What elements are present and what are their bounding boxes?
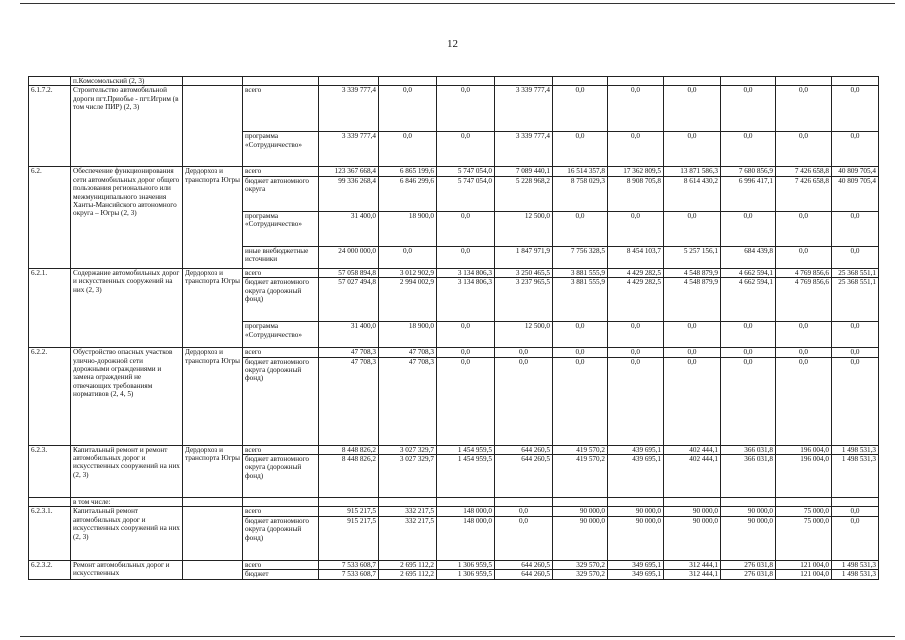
amount-cell [379,498,437,507]
amount-cell: 0,0 [721,357,776,445]
amount-cell: 0,0 [608,348,664,357]
table-row [29,86,879,132]
amount-cell [608,498,664,507]
amount-cell: 4 548 879,9 [664,268,721,277]
amount-cell: 3 134 806,3 [437,268,495,277]
amount-cell: 439 695,1 [608,455,664,498]
amount-cell: 332 217,5 [379,507,437,516]
amount-cell: 148 000,0 [437,516,495,560]
amount-cell: 1 498 531,3 [832,445,879,454]
amount-cell: 1 306 959,5 [437,570,495,579]
amount-cell: 0,0 [664,211,721,246]
row-executor [183,77,243,86]
row-funding-source: всего [243,348,319,357]
amount-cell: 13 871 586,3 [664,167,721,176]
table-row [29,167,879,176]
amount-cell: 5 747 054,0 [437,176,495,211]
amount-cell: 0,0 [832,246,879,268]
amount-cell: 644 260,5 [495,455,553,498]
amount-cell: 0,0 [664,357,721,445]
amount-cell [437,77,495,86]
amount-cell: 3 339 777,4 [319,132,379,167]
amount-cell: 47 708,3 [379,357,437,445]
amount-cell: 0,0 [437,86,495,132]
amount-cell: 0,0 [721,322,776,348]
amount-cell: 0,0 [664,86,721,132]
amount-cell [832,77,879,86]
amount-cell: 4 769 856,6 [776,268,832,277]
amount-cell: 25 368 551,1 [832,278,879,322]
amount-cell: 0,0 [379,246,437,268]
row-name: Содержание автомобильных дорог и искусственных сооружений на них (2, 3) [71,268,183,347]
amount-cell [495,498,553,507]
amount-cell: 3 881 555,9 [553,268,608,277]
amount-cell: 18 900,0 [379,211,437,246]
amount-cell: 90 000,0 [553,507,608,516]
amount-cell: 644 260,5 [495,560,553,569]
top-edge-line [20,3,895,4]
amount-cell: 0,0 [776,246,832,268]
row-funding-source [243,498,319,507]
amount-cell: 0,0 [776,348,832,357]
amount-cell: 8 448 826,2 [319,455,379,498]
amount-cell: 3 012 902,9 [379,268,437,277]
amount-cell: 4 429 282,5 [608,268,664,277]
amount-cell: 276 031,8 [721,570,776,579]
amount-cell: 5 257 156,1 [664,246,721,268]
amount-cell: 90 000,0 [608,516,664,560]
amount-cell: 6 846 299,6 [379,176,437,211]
amount-cell: 0,0 [776,322,832,348]
row-funding-source: всего [243,268,319,277]
amount-cell: 0,0 [553,132,608,167]
amount-cell: 3 027 329,7 [379,455,437,498]
amount-cell: 644 260,5 [495,570,553,579]
row-code: 6.2.3.1. [29,507,71,560]
amount-cell: 0,0 [664,348,721,357]
amount-cell: 4 429 282,5 [608,278,664,322]
amount-cell: 1 306 959,5 [437,560,495,569]
amount-cell: 148 000,0 [437,507,495,516]
amount-cell [319,77,379,86]
amount-cell: 123 367 668,4 [319,167,379,176]
amount-cell: 0,0 [437,357,495,445]
amount-cell: 329 570,2 [553,570,608,579]
amount-cell: 40 809 705,4 [832,176,879,211]
row-code: 6.2.3. [29,445,71,497]
row-funding-source: всего [243,445,319,454]
row-name: Капитальный ремонт автомобильных дорог и искусственных сооружений на них (2, 3) [71,507,183,560]
amount-cell: 196 004,0 [776,455,832,498]
row-name: Обеспечение функционирования сети автомобильных дорог общего пользования регионального или межмуниципального значения Ханты-Мансийского автономного округа – Югры (2, 3) [71,167,183,268]
amount-cell: 7 533 608,7 [319,570,379,579]
amount-cell [721,498,776,507]
table-row [29,268,879,277]
amount-cell: 90 000,0 [664,507,721,516]
row-executor [183,560,243,579]
amount-cell: 0,0 [832,211,879,246]
amount-cell: 3 339 777,4 [319,86,379,132]
amount-cell [664,498,721,507]
row-funding-source: программа «Сотрудничество» [243,211,319,246]
row-name: Обустройство опасных участков улично-дорожной сети дорожными ограждениями и замена ограждений не отвечающих требованиям нормативов (2, 4, 5) [71,348,183,445]
amount-cell: 1 454 959,5 [437,445,495,454]
row-code: 6.2.2. [29,348,71,445]
amount-cell [721,77,776,86]
amount-cell: 8 454 103,7 [608,246,664,268]
amount-cell: 57 027 494,8 [319,278,379,322]
amount-cell: 0,0 [495,348,553,357]
amount-cell: 0,0 [832,322,879,348]
amount-cell: 6 996 417,1 [721,176,776,211]
amount-cell: 0,0 [495,516,553,560]
row-executor: Дердорхоз и транспорта Югры [183,268,243,347]
amount-cell: 3 027 329,7 [379,445,437,454]
amount-cell: 0,0 [721,348,776,357]
amount-cell: 121 004,0 [776,570,832,579]
amount-cell: 3 237 965,5 [495,278,553,322]
row-funding-source: бюджет автономного округа (дорожный фонд) [243,278,319,322]
amount-cell: 47 708,3 [319,348,379,357]
amount-cell [495,77,553,86]
amount-cell: 312 444,1 [664,570,721,579]
amount-cell [776,77,832,86]
row-funding-source: бюджет автономного округа [243,176,319,211]
amount-cell: 419 570,2 [553,455,608,498]
amount-cell: 0,0 [832,507,879,516]
row-funding-source: бюджет автономного округа (дорожный фонд) [243,357,319,445]
amount-cell: 0,0 [832,516,879,560]
amount-cell: 402 444,1 [664,455,721,498]
amount-cell: 3 881 555,9 [553,278,608,322]
amount-cell: 684 439,8 [721,246,776,268]
row-executor [183,498,243,507]
amount-cell: 915 217,5 [319,507,379,516]
amount-cell: 2 994 002,9 [379,278,437,322]
amount-cell: 0,0 [437,246,495,268]
row-code: 6.2.1. [29,268,71,347]
amount-cell: 276 031,8 [721,560,776,569]
amount-cell: 7 533 608,7 [319,560,379,569]
amount-cell: 0,0 [553,357,608,445]
amount-cell: 31 400,0 [319,211,379,246]
amount-cell: 0,0 [495,357,553,445]
amount-cell: 25 368 551,1 [832,268,879,277]
amount-cell: 3 134 806,3 [437,278,495,322]
page-number: 12 [447,38,458,50]
table-row [29,507,879,516]
amount-cell: 7 426 658,8 [776,176,832,211]
row-funding-source [243,77,319,86]
amount-cell: 0,0 [553,348,608,357]
row-funding-source: бюджет [243,570,319,579]
amount-cell: 47 708,3 [319,357,379,445]
amount-cell: 3 250 465,5 [495,268,553,277]
row-code [29,77,71,86]
row-name: Строительство автомобильной дороги пгт.Приобье - пгт.Игрим (в том числе ПИР) (2, 3) [71,86,183,167]
amount-cell: 17 362 809,5 [608,167,664,176]
row-funding-source: всего [243,167,319,176]
row-funding-source: всего [243,507,319,516]
amount-cell: 90 000,0 [664,516,721,560]
amount-cell: 0,0 [721,86,776,132]
amount-cell: 12 500,0 [495,322,553,348]
amount-cell: 90 000,0 [721,516,776,560]
amount-cell: 18 900,0 [379,322,437,348]
amount-cell: 47 708,3 [379,348,437,357]
amount-cell: 0,0 [721,211,776,246]
amount-cell: 0,0 [437,348,495,357]
amount-cell: 0,0 [832,357,879,445]
row-code [29,498,71,507]
amount-cell: 0,0 [776,357,832,445]
amount-cell: 2 695 112,2 [379,560,437,569]
amount-cell: 419 570,2 [553,445,608,454]
amount-cell: 366 031,8 [721,455,776,498]
bottom-edge-line [20,636,895,637]
row-name: Капитальный ремонт и ремонт автомобильных дорог и искусственных сооружений на них (2, 3) [71,445,183,497]
amount-cell: 439 695,1 [608,445,664,454]
amount-cell: 0,0 [776,86,832,132]
amount-cell [553,77,608,86]
amount-cell: 366 031,8 [721,445,776,454]
row-executor: Дердорхоз и транспорта Югры [183,348,243,445]
amount-cell: 2 695 112,2 [379,570,437,579]
amount-cell: 8 908 705,8 [608,176,664,211]
amount-cell: 3 339 777,4 [495,132,553,167]
table-row [29,498,879,507]
row-funding-source: всего [243,86,319,132]
amount-cell: 75 000,0 [776,516,832,560]
amount-cell: 7 680 856,9 [721,167,776,176]
amount-cell: 1 498 531,3 [832,455,879,498]
amount-cell: 12 500,0 [495,211,553,246]
amount-cell: 349 695,1 [608,560,664,569]
table-row [29,348,879,357]
amount-cell [379,77,437,86]
amount-cell: 0,0 [553,211,608,246]
amount-cell: 0,0 [832,86,879,132]
row-funding-source: всего [243,560,319,569]
amount-cell: 332 217,5 [379,516,437,560]
amount-cell: 0,0 [608,211,664,246]
table-row [29,77,879,86]
amount-cell: 1 454 959,5 [437,455,495,498]
amount-cell [832,498,879,507]
amount-cell [664,77,721,86]
amount-cell: 0,0 [437,322,495,348]
amount-cell: 1 498 531,3 [832,570,879,579]
amount-cell: 7 426 658,8 [776,167,832,176]
amount-cell: 8 758 029,3 [553,176,608,211]
amount-cell: 0,0 [776,211,832,246]
row-code: 6.1.7.2. [29,86,71,167]
amount-cell: 1 847 971,9 [495,246,553,268]
amount-cell: 90 000,0 [721,507,776,516]
amount-cell: 196 004,0 [776,445,832,454]
amount-cell: 3 339 777,4 [495,86,553,132]
amount-cell: 0,0 [832,132,879,167]
row-funding-source: программа «Сотрудничество» [243,132,319,167]
amount-cell: 644 260,5 [495,445,553,454]
row-funding-source: иные внебюджетные источники [243,246,319,268]
amount-cell [319,498,379,507]
amount-cell: 6 865 199,6 [379,167,437,176]
amount-cell [608,77,664,86]
amount-cell: 121 004,0 [776,560,832,569]
amount-cell: 24 000 000,0 [319,246,379,268]
amount-cell: 0,0 [608,132,664,167]
amount-cell: 16 514 357,8 [553,167,608,176]
row-executor: Дердорхоз и транспорта Югры [183,445,243,497]
amount-cell [437,498,495,507]
row-funding-source: бюджет автономного округа (дорожный фонд) [243,455,319,498]
amount-cell: 0,0 [664,322,721,348]
amount-cell: 349 695,1 [608,570,664,579]
amount-cell: 0,0 [437,132,495,167]
row-executor [183,86,243,167]
amount-cell: 0,0 [495,507,553,516]
amount-cell: 4 662 594,1 [721,268,776,277]
row-code: 6.2.3.2. [29,560,71,579]
amount-cell: 4 662 594,1 [721,278,776,322]
amount-cell: 0,0 [437,211,495,246]
amount-cell: 0,0 [608,322,664,348]
amount-cell: 31 400,0 [319,322,379,348]
row-name: п.Комсомольский (2, 3) [71,77,183,86]
amount-cell: 8 614 430,2 [664,176,721,211]
amount-cell: 0,0 [608,86,664,132]
amount-cell: 99 336 268,4 [319,176,379,211]
amount-cell: 75 000,0 [776,507,832,516]
row-executor [183,507,243,560]
row-code: 6.2. [29,167,71,268]
amount-cell: 57 058 894,8 [319,268,379,277]
amount-cell: 0,0 [379,86,437,132]
amount-cell: 402 444,1 [664,445,721,454]
row-name: Ремонт автомобильных дорог и искусственных [71,560,183,579]
amount-cell: 0,0 [664,132,721,167]
table-row [29,445,879,454]
amount-cell: 7 089 440,1 [495,167,553,176]
row-name: в том числе: [71,498,183,507]
amount-cell: 0,0 [721,132,776,167]
amount-cell: 5 747 054,0 [437,167,495,176]
row-funding-source: бюджет автономного округа (дорожный фонд) [243,516,319,560]
budget-table [28,76,879,580]
row-executor: Дердорхоз и транспорта Югры [183,167,243,268]
table-row [29,560,879,569]
amount-cell: 40 809 705,4 [832,167,879,176]
amount-cell: 915 217,5 [319,516,379,560]
row-funding-source: программа «Сотрудничество» [243,322,319,348]
amount-cell: 0,0 [832,348,879,357]
amount-cell: 312 444,1 [664,560,721,569]
amount-cell: 7 756 328,5 [553,246,608,268]
amount-cell: 5 228 968,2 [495,176,553,211]
amount-cell: 4 769 856,6 [776,278,832,322]
amount-cell: 0,0 [608,357,664,445]
amount-cell [553,498,608,507]
amount-cell: 329 570,2 [553,560,608,569]
amount-cell: 0,0 [553,322,608,348]
amount-cell: 90 000,0 [553,516,608,560]
amount-cell: 0,0 [379,132,437,167]
amount-cell: 4 548 879,9 [664,278,721,322]
amount-cell [776,498,832,507]
amount-cell: 0,0 [776,132,832,167]
amount-cell: 8 448 826,2 [319,445,379,454]
amount-cell: 0,0 [553,86,608,132]
amount-cell: 1 498 531,3 [832,560,879,569]
amount-cell: 90 000,0 [608,507,664,516]
